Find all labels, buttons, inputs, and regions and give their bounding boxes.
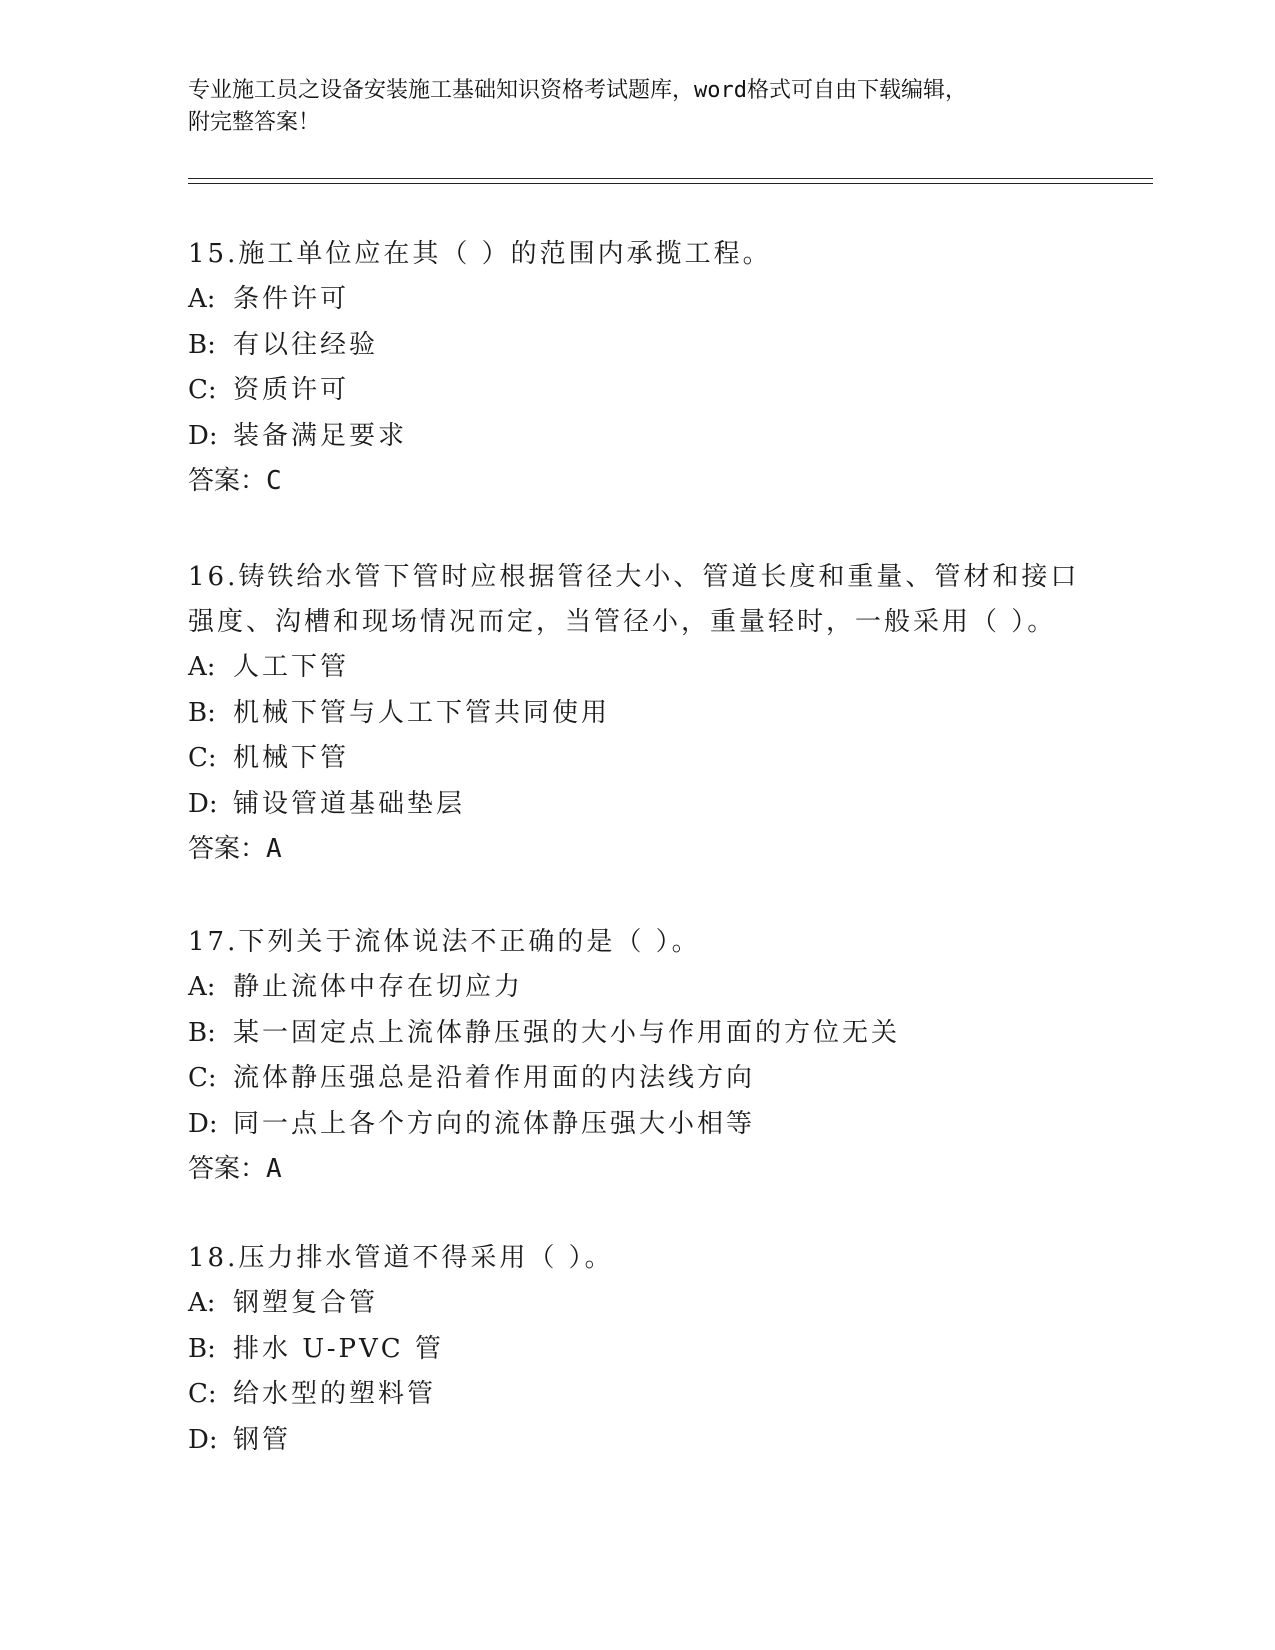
option-text: 铺设管道基础垫层 bbox=[233, 788, 466, 819]
option-letter: D: bbox=[188, 788, 218, 819]
option-a bbox=[188, 965, 1088, 1011]
option-text: 资质许可 bbox=[233, 375, 350, 405]
option-letter: C: bbox=[188, 743, 217, 773]
option-text: 静止流体中存在切应力 bbox=[233, 972, 524, 1002]
question-17 bbox=[188, 920, 1088, 1193]
option-text: 排水 U-PVC 管 bbox=[233, 1333, 444, 1364]
option-a bbox=[188, 645, 1088, 691]
question-18 bbox=[188, 1236, 1088, 1463]
question-16 bbox=[188, 555, 1088, 873]
answer-value: A bbox=[266, 1154, 282, 1184]
option-a bbox=[188, 1281, 1088, 1327]
option-text: 钢管 bbox=[233, 1424, 292, 1455]
option-d bbox=[188, 782, 1088, 828]
option-c bbox=[188, 368, 1088, 414]
option-letter: D: bbox=[188, 1108, 218, 1139]
answer-value: A bbox=[266, 834, 282, 864]
answer-line bbox=[188, 1147, 1088, 1193]
option-text: 给水型的塑料管 bbox=[233, 1379, 437, 1409]
question-stem: 15.施工单位应在其（ ）的范围内承揽工程。 bbox=[188, 239, 772, 269]
option-letter: A: bbox=[188, 972, 216, 1002]
question-stem-continued: 强度、沟槽和现场情况而定，当管径小，重量轻时，一般采用（ ）。 bbox=[188, 607, 1057, 637]
option-letter: C: bbox=[188, 375, 217, 405]
option-letter: D: bbox=[188, 1424, 218, 1455]
option-letter: D: bbox=[188, 420, 218, 451]
option-letter: C: bbox=[188, 1063, 217, 1093]
option-c bbox=[188, 736, 1088, 782]
question-stem: 18.压力排水管道不得采用（ ）。 bbox=[188, 1243, 614, 1273]
question-stem: 17.下列关于流体说法不正确的是（ ）。 bbox=[188, 927, 701, 957]
option-text: 机械下管 bbox=[233, 743, 350, 773]
option-letter: B: bbox=[188, 1017, 216, 1048]
answer-line bbox=[188, 459, 1088, 505]
answer-value: C bbox=[266, 466, 282, 496]
option-d bbox=[188, 1102, 1088, 1148]
option-d bbox=[188, 414, 1088, 460]
option-d bbox=[188, 1418, 1088, 1464]
option-text: 条件许可 bbox=[233, 284, 350, 314]
option-text: 装备满足要求 bbox=[233, 420, 408, 451]
header-line-1: 专业施工员之设备安装施工基础知识资格考试题库，word格式可自由下载编辑， bbox=[188, 78, 967, 103]
option-b bbox=[188, 1011, 1088, 1057]
option-letter: A: bbox=[188, 1288, 216, 1318]
option-text: 钢塑复合管 bbox=[233, 1288, 379, 1318]
option-c bbox=[188, 1056, 1088, 1102]
header-divider-top bbox=[188, 178, 1153, 179]
option-b bbox=[188, 323, 1088, 369]
option-c bbox=[188, 1372, 1088, 1418]
document-header bbox=[188, 75, 1088, 139]
option-a bbox=[188, 277, 1088, 323]
answer-label: 答案： bbox=[188, 834, 267, 864]
option-letter: B: bbox=[188, 329, 216, 360]
option-letter: A: bbox=[188, 652, 216, 682]
answer-label: 答案： bbox=[188, 466, 267, 496]
question-15 bbox=[188, 232, 1088, 505]
option-text: 流体静压强总是沿着作用面的内法线方向 bbox=[233, 1063, 756, 1093]
question-stem: 16.铸铁给水管下管时应根据管径大小、管道长度和重量、管材和接口 bbox=[188, 562, 1080, 592]
option-letter: C: bbox=[188, 1379, 217, 1409]
option-letter: B: bbox=[188, 1333, 216, 1364]
answer-label: 答案： bbox=[188, 1154, 267, 1184]
option-text: 人工下管 bbox=[233, 652, 350, 682]
option-text: 有以往经验 bbox=[233, 329, 379, 360]
option-b bbox=[188, 691, 1088, 737]
header-line-2: 附完整答案！ bbox=[188, 110, 321, 135]
option-text: 某一固定点上流体静压强的大小与作用面的方位无关 bbox=[233, 1017, 901, 1048]
option-text: 同一点上各个方向的流体静压强大小相等 bbox=[233, 1108, 756, 1139]
option-letter: B: bbox=[188, 697, 216, 728]
option-letter: A: bbox=[188, 284, 216, 314]
answer-line bbox=[188, 827, 1088, 873]
option-text: 机械下管与人工下管共同使用 bbox=[233, 697, 611, 728]
option-b bbox=[188, 1327, 1088, 1373]
header-divider-bottom bbox=[188, 183, 1153, 184]
